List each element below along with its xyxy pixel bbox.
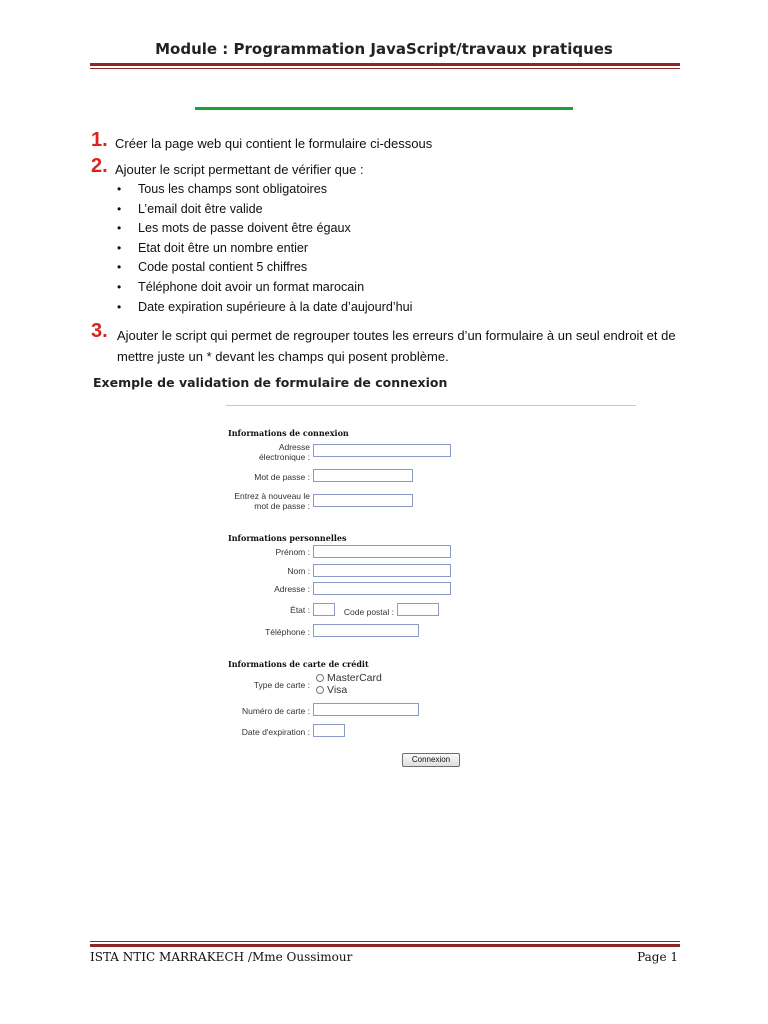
step-2-number: 2. [91,155,108,177]
header-rule-thick [90,63,680,66]
code-postal-label: Code postal : [343,607,394,617]
header-rule-thin [90,68,680,69]
list-item: • Les mots de passe doivent être égaux [117,220,412,240]
step-3-number: 3. [91,320,108,342]
step-3-text: Ajouter le script qui permet de regrouper toutes les erreurs d’un formulaire à un seul endroit et de mettre juste un * devant les champs qui posent problème. [117,328,676,364]
adresse-label: Adresse : [274,584,310,594]
numero-carte-label: Numéro de carte : [241,706,310,716]
page-header-title: Module : Programmation JavaScript/travaux pratiques [155,40,613,58]
confirm-password-field[interactable] [313,494,413,507]
step-2-text: Ajouter le script permettant de vérifier que : [115,162,364,177]
section-connexion-heading: Informations de connexion [228,428,349,438]
prenom-field[interactable] [313,545,451,558]
confirm-password-label: Entrez à nouveau le mot de passe : [234,491,310,511]
section-carte-heading: Informations de carte de crédit [228,659,369,669]
example-title: Exemple de validation de formulaire de connexion [93,375,448,390]
list-item: • L’email doit être valide [117,201,412,221]
type-carte-label: Type de carte : [253,680,310,690]
page-number: Page 1 [637,950,678,964]
prenom-label: Prénom : [275,547,310,557]
list-item: • Tous les champs sont obligatoires [117,181,412,201]
step-1-number: 1. [91,129,108,151]
example-divider [226,405,636,406]
nom-field[interactable] [313,564,451,577]
radio-visa[interactable] [316,686,324,694]
email-label: Adresse électronique : [258,442,310,462]
date-expiration-field[interactable] [313,724,345,737]
telephone-field[interactable] [313,624,419,637]
telephone-label: Téléphone : [265,627,310,637]
etat-field[interactable] [313,603,335,616]
numero-carte-field[interactable] [313,703,419,716]
list-item: • Code postal contient 5 chiffres [117,259,412,279]
footer-author: ISTA NTIC MARRAKECH /Mme Oussimour [90,950,353,964]
password-field[interactable] [313,469,413,482]
list-item: • Téléphone doit avoir un format marocain [117,279,412,299]
section-personnelles-heading: Informations personnelles [228,533,347,543]
list-item: • Etat doit être un nombre entier [117,240,412,260]
password-label: Mot de passe : [254,472,310,482]
connexion-button[interactable]: Connexion [402,753,460,767]
requirements-list [117,181,412,318]
email-field[interactable] [313,444,451,457]
etat-label: État : [290,605,310,615]
nom-label: Nom : [287,566,310,576]
adresse-field[interactable] [313,582,451,595]
mastercard-label: MasterCard [327,672,382,684]
step-1-text: Créer la page web qui contient le formulaire ci-dessous [115,136,433,151]
list-item: • Date expiration supérieure à la date d’aujourd’hui [117,299,412,319]
date-expiration-label: Date d'expiration : [241,727,310,737]
radio-mastercard[interactable] [316,674,324,682]
visa-label: Visa [327,684,348,696]
code-postal-field[interactable] [397,603,439,616]
footer-rule-thick [90,944,680,947]
green-divider [195,107,573,110]
footer-rule-thin [90,941,680,942]
